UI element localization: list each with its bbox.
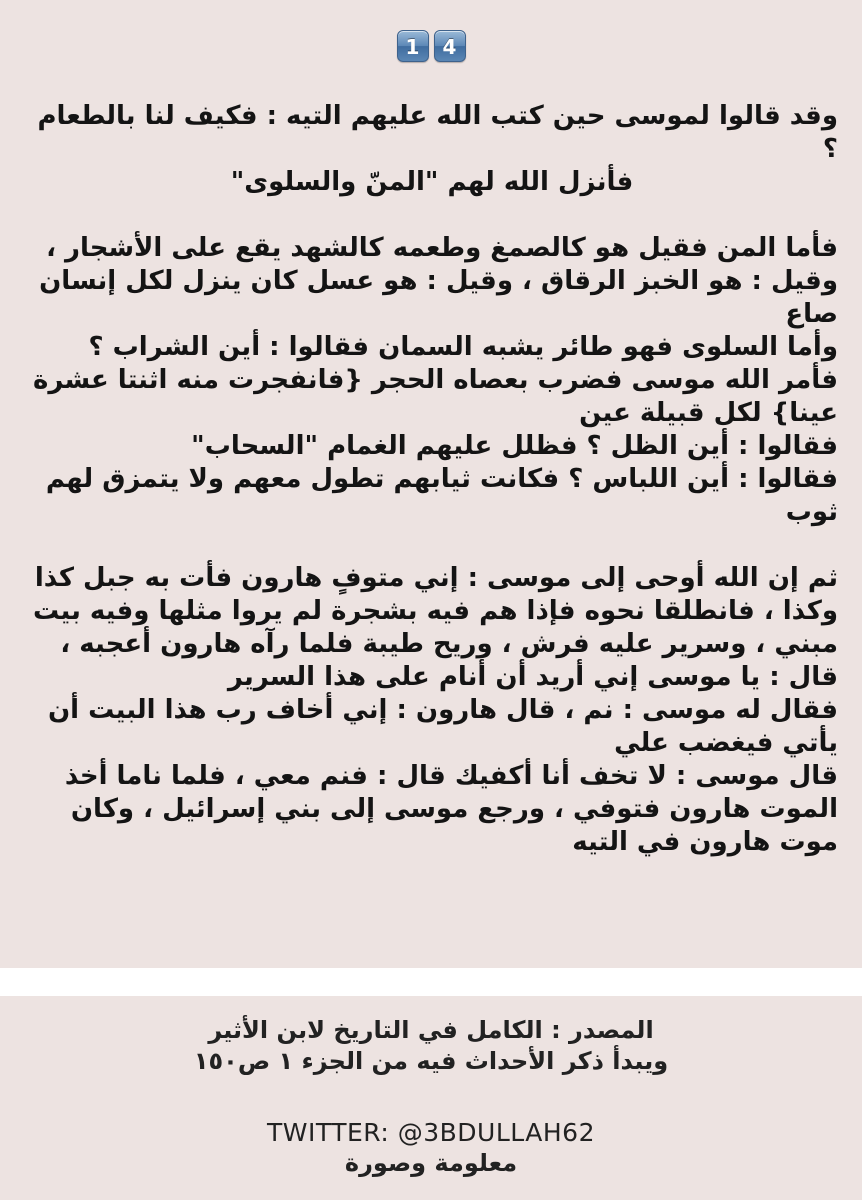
paragraph: فأما المن فقيل هو كالصمغ وطعمه كالشهد يقع على الأشجار ، وقيل : هو الخبز الرقاق ، وقيل : هو عسل كان ينزل لكل إنسان صاع — [39, 233, 838, 329]
article-body — [26, 100, 838, 859]
spacer — [20, 1077, 842, 1117]
paragraph: وأما السلوى فهو طائر يشبه السمان فقالوا : أين الشراب ؟ فأمر الله موسى فضرب بعصاه الحجر {فانفجرت منه اثنتا عشرة عينا} لكل قبيلة عين — [33, 332, 838, 428]
page-digit-badge: 4 — [434, 30, 466, 62]
footer — [20, 1015, 842, 1179]
page-digit-badge: 1 — [397, 30, 429, 62]
source-detail-line: ويبدأ ذكر الأحداث فيه من الجزء ١ ص١٥٠ — [193, 1047, 669, 1075]
spacer — [26, 529, 838, 562]
paragraph: فأنزل الله لهم "المنّ والسلوى" — [230, 167, 634, 197]
page-number-badges — [0, 30, 862, 62]
tagline: معلومة وصورة — [344, 1149, 518, 1177]
source-line: المصدر : الكامل في التاريخ لابن الأثير — [208, 1016, 654, 1044]
paragraph: فقالوا : أين الظل ؟ فظلل عليهم الغمام "السحاب" — [191, 431, 838, 461]
paragraph: فقال له موسى : نم ، قال هارون : إني أخاف رب هذا البيت أن يأتي فيغضب علي — [47, 695, 838, 758]
twitter-handle: TWITTER: @3BDULLAH62 — [267, 1118, 595, 1147]
paragraph: وقد قالوا لموسى حين كتب الله عليهم التيه : فكيف لنا بالطعام ؟ — [37, 101, 838, 164]
paragraph: قال موسى : لا تخف أنا أكفيك قال : فنم معي ، فلما ناما أخذ الموت هارون فتوفي ، ورجع موسى إلى بني إسرائيل ، وكان موت هارون في التيه — [64, 761, 838, 857]
spacer — [26, 199, 838, 232]
divider — [0, 968, 862, 996]
paragraph: فقالوا : أين اللباس ؟ فكانت ثيابهم تطول معهم ولا يتمزق لهم ثوب — [45, 464, 838, 527]
paragraph: ثم إن الله أوحى إلى موسى : إني متوفٍ هارون فأت به جبل كذا وكذا ، فانطلقا نحوه فإذا هم فيه بشجرة لم يروا مثلها وفيه بيت مبني ، وسرير عليه فرش ، وريح طيبة فلما رآه هارون أعجبه ، قال : يا موسى إني أريد أن أنام على هذا السرير — [32, 563, 838, 692]
